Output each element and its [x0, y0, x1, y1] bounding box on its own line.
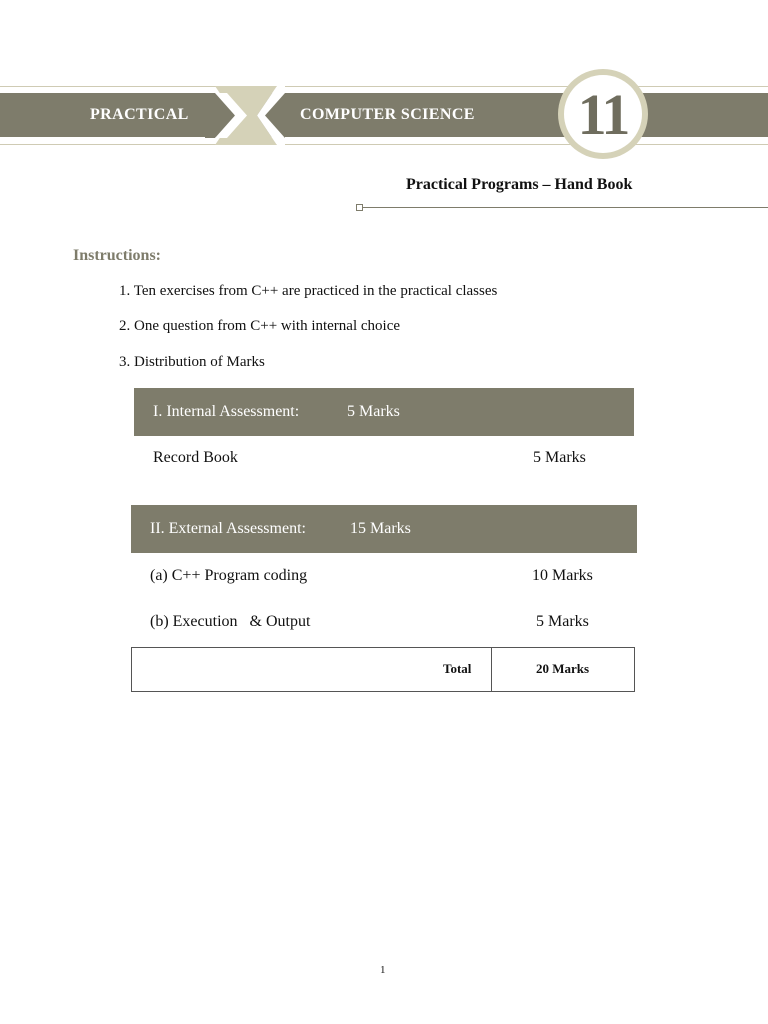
chapter-number: 11: [564, 75, 642, 153]
program-coding-marks: 10 Marks: [532, 567, 593, 584]
header-center-label: COMPUTER SCIENCE: [300, 106, 475, 123]
banner-bottom-line: [0, 144, 768, 145]
instruction-item: 2. One question from C++ with internal choice: [119, 318, 401, 334]
external-assessment-bar: [131, 505, 637, 553]
instruction-item: 1. Ten exercises from C++ are practiced in the practical classes: [119, 283, 498, 299]
total-label: Total: [443, 661, 472, 676]
total-marks: 20 Marks: [536, 661, 590, 676]
header-left-label: PRACTICAL: [90, 106, 189, 123]
external-assessment-marks: 15 Marks: [350, 520, 411, 537]
instructions-heading: Instructions:: [73, 247, 162, 264]
page-subtitle: Practical Programs – Hand Book: [406, 176, 633, 193]
internal-assessment-marks: 5 Marks: [347, 403, 400, 420]
execution-output-label: (b) Execution & Output: [150, 613, 311, 630]
page-number: 1: [380, 964, 386, 976]
internal-assessment-bar: [134, 388, 634, 436]
rule-square-marker: [356, 204, 363, 211]
instruction-item: 3. Distribution of Marks: [119, 354, 265, 370]
program-coding-label: (a) C++ Program coding: [150, 567, 308, 584]
internal-assessment-title: I. Internal Assessment:: [153, 403, 300, 420]
record-book-label: Record Book: [153, 449, 238, 466]
record-book-marks: 5 Marks: [533, 449, 586, 466]
banner-top-line: [0, 86, 768, 87]
total-divider: [491, 647, 492, 692]
execution-output-marks: 5 Marks: [536, 613, 589, 630]
banner-chevron-divider: [205, 86, 285, 145]
subtitle-rule: [360, 207, 768, 208]
external-assessment-title: II. External Assessment:: [150, 520, 306, 537]
